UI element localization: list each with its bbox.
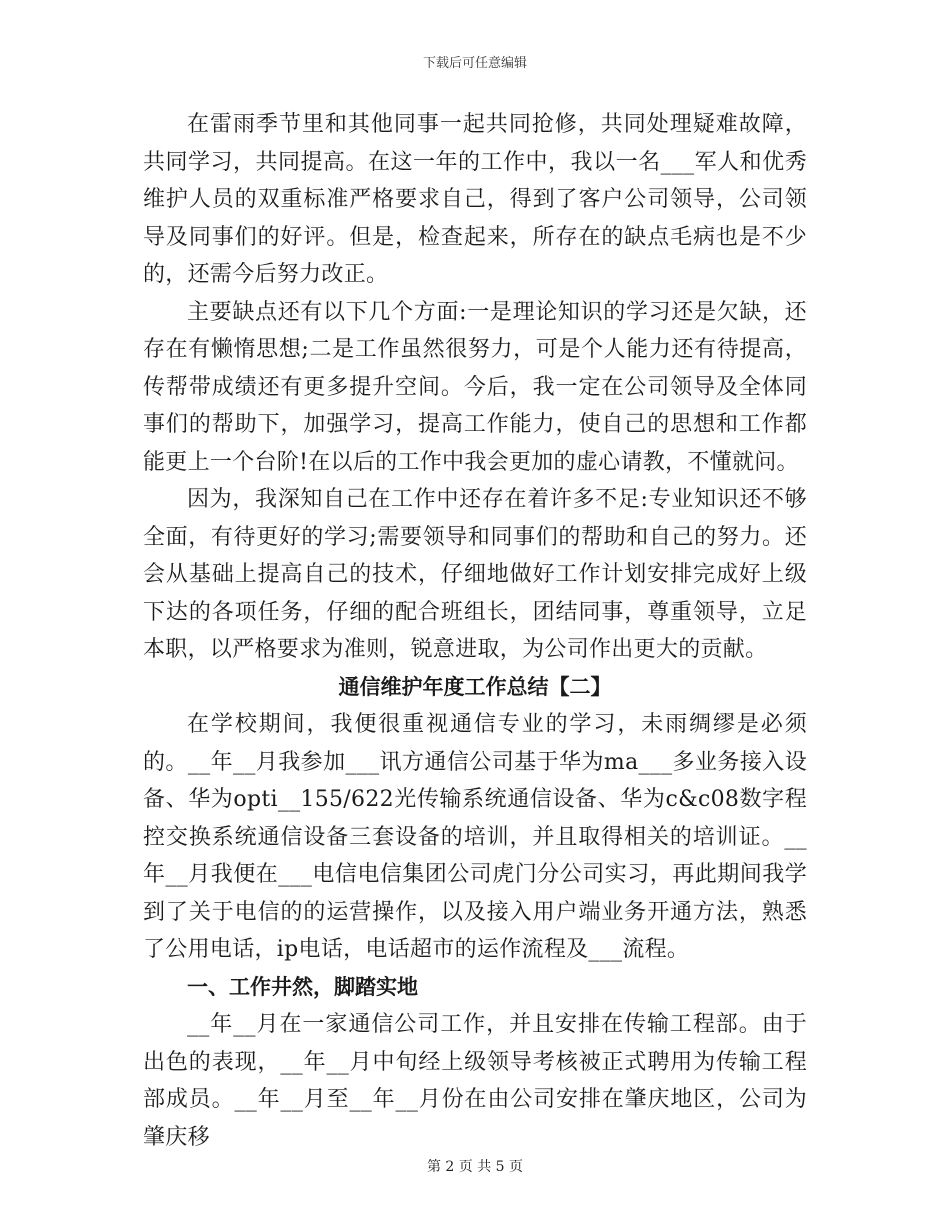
paragraph-5: __年__月在一家通信公司工作，并且安排在传输工程部。由于出色的表现，__年__月中旬经上级领导考核被正式聘用为传输工程部成员。__年__月至__年__月份在由公司安排在肇庆地区，公司为肇庆移	[143, 1012, 807, 1150]
paragraph-4: 在学校期间，我便很重视通信专业的学习，未雨绸缪是必须的。__年__月我参加___讯方通信公司基于华为ma___多业务接入设备、华为opti__155/622光传输系统通信设备、华为c&c08数字程控交换系统通信设备三套设备的培训，并且取得相关的培训证。__年__月我便在___电信电信集团公司虎门分公司实习，再此期间我学到了关于电信的的运营操作，以及接入用户端业务开通方法，熟悉了公用电话，ip电话，电话超市的运作流程及___流程。	[143, 712, 807, 962]
document-body	[143, 106, 807, 1156]
page-footer: 第 2 页 共 5 页	[426, 1159, 524, 1175]
page-header: 下载后可任意编辑	[422, 56, 527, 71]
paragraph-1: 在雷雨季节里和其他同事一起共同抢修，共同处理疑难故障，共同学习，共同提高。在这一年的工作中，我以一名___军人和优秀维护人员的双重标准严格要求自己，得到了客户公司领导，公司领导及同事们的好评。但是，检查起来，所存在的缺点毛病也是不少的，还需今后努力改正。	[143, 112, 807, 287]
section-title: 通信维护年度工作总结【二】	[338, 674, 612, 699]
paragraph-3: 因为，我深知自己在工作中还存在着许多不足:专业知识还不够全面，有待更好的学习;需要领导和同事们的帮助和自己的努力。还会从基础上提高自己的技术，仔细地做好工作计划安排完成好上级下达的各项任务，仔细的配合班组长，团结同事，尊重领导，立足本职，以严格要求为准则，锐意进取，为公司作出更大的贡献。	[143, 487, 807, 662]
paragraph-2: 主要缺点还有以下几个方面:一是理论知识的学习还是欠缺，还存在有懒惰思想;二是工作虽然很努力，可是个人能力还有待提高，传帮带成绩还有更多提升空间。今后，我一定在公司领导及全体同事们的帮助下，加强学习，提高工作能力，使自己的思想和工作都能更上一个台阶!在以后的工作中我会更加的虚心请教，不懂就问。	[143, 299, 807, 475]
subheading-1: 一、工作井然，脚踏实地	[187, 974, 418, 999]
